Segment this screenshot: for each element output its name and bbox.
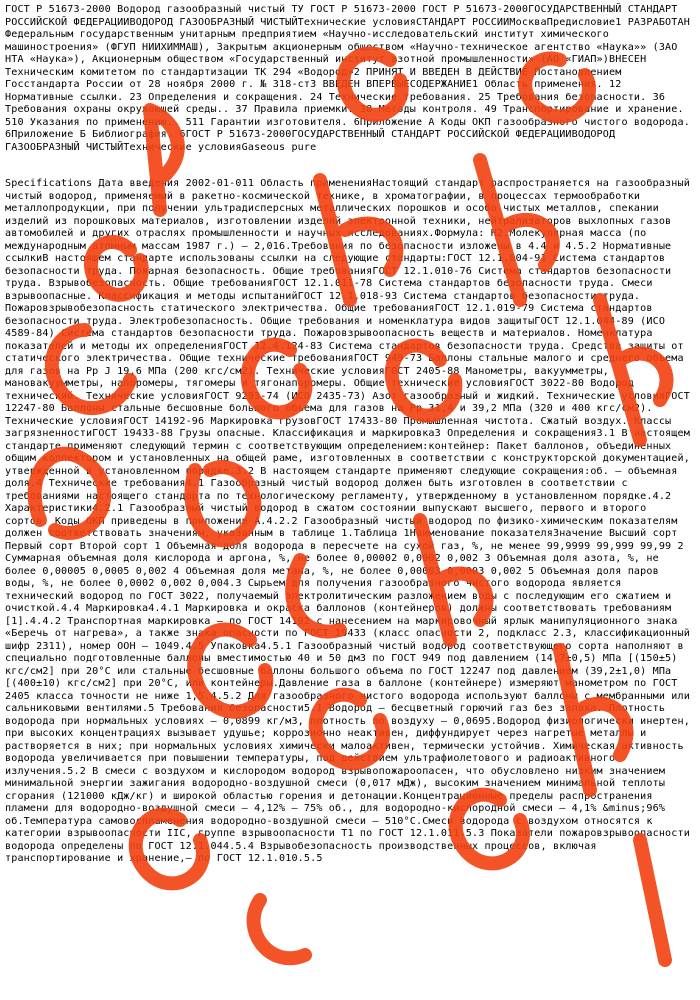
- paragraph-gap: [5, 154, 695, 178]
- document-body-text: Specifications Дата введения 2002-01-011 Область примененияНастоящий стандарт распространяется на газообразный чистый водород, применяемый в ракетно-космической технике, в хроматографии, в процессах термообработки металлопродукции, при получении ультрадисперсных металлических порошков и особо чистых металлов, спекании изделий из порошковых материалов, изготовлении изделий электронной техники, нейтрализаторов выхлопных газов автомобилей и других отраслях промышленности и научных исследованиях.Формула: Н2.Молекулярная масса (по международным атомным массам 1987 г.) – 2,016.Требования по безопасности изложены в 4.4 и 4.5.2 Нормативные ссылкиВ настоящем стандарте использованы ссылки на следующие стандарты:ГОСТ 12.1.004-91 Система стандартов безопасности труда. Пожарная безопасность. Общие требованияГОСТ 12.1.010-76 Система стандартов безопасности труда. Взрывобезопасность. Общие требованияГОСТ 12.1.011-78 Система стандартов безопасности труда. Смеси взрывоопасные. Классификация и методы испытанийГОСТ 12.1.018-93 Система стандартов безопасности труда. Пожаровзрывобезопасность статического электричества. Общие требованияГОСТ 12.1.019-79 Система стандартов безопасности труда. Электробезопасность. Общие требования и номенклатура видов защитыГОСТ 12.1.044-89 (ИСО 4589-84) Система стандартов безопасности труда. Пожаровзрывоопасность веществ и материалов. Номенклатура показателей и методы их определенияГОСТ 12.4.124-83 Система стандартов безопасности труда. Средства защиты от статического электричества. Общие технические требованияГОСТ 949-73 Баллоны стальные малого и среднего объема для газов на Рр Ј 19,6 МПа (200 кгс/см2). Технические условияГОСТ 2405-88 Манометры, вакуумметры, мановакуумметры, напоромеры, тягомеры и тягонапоромеры. Общие технические условияГОСТ 3022-80 Водород технический. Технические условияГОСТ 9293-74 (ИСО 2435-73) Азот газообразный и жидкий. Технические условияГОСТ 12247-80 Баллоны стальные бесшовные большого объема для газов на Рр 31,4 и 39,2 МПа (320 и 400 кгс/см2). Технические условияГОСТ 14192-96 Маркировка грузовГОСТ 17433-80 Промышленная чистота. Сжатый воздух. Классы загрязненностиГОСТ 19433-88 Грузы опасные. Классификация и маркировка3 Определения и сокращения3.1 В настоящем стандарте применяют следующий термин с соответствующим определением:контейнер: Пакет баллонов, объединенных общим коллектором и установленных на общей раме, изготовленных в соответствии с конструкторской документацией, утвержденной в установленном порядке.3.2 В настоящем стандарте применяют следующие сокращения:об. – объемная доля.4 Технические требования4.1 Газообразный чистый водород должен быть изготовлен в соответствии с требованиями настоящего стандарта по технологическому регламенту, утвержденному в установленном порядке.4.2 Характеристики4.2.1 Газообразный чистый водород в сжатом состоянии выпускают высшего, первого и второго сортов. Коды ОКП приведены в приложении А.4.2.2 Газообразный чистый водород по физико-химическим показателям должен соответствовать значениям, указанным в таблице 1.Таблица 1Наименование показателяЗначение Высший сорт Первый сорт Второй сорт 1 Объемная доля водорода в пересчете на сухой газ, %, не менее 99,9999 99,999 99,99 2 Суммарная объемная доля кислорода и аргона, %, не более 0,00002 0,0002 0,002 3 Объемная доля азота, %, не более 0,00005 0,0005 0,002 4 Объемная доля метана, %, не более 0,00003 0,0003 0,002 5 Объемная доля паров воды, %, не более 0,0002 0,002 0,004.3 Сырьем для получения газообразного чистого водорода является технический водород по ГОСТ 3022, получаемый электролитическим разложением воды с последующим его сжатием и очисткой.4.4 Маркировка4.4.1 Маркировка и окраска баллонов (контейнеров) должны соответствовать требованиям [1].4.4.2 Транспортная маркировка – по ГОСТ 14192 с нанесением на маркировочный ярлык манипуляционного знака «Беречь от нагрева», а также знака опасности по ГОСТ 19433 (класс опасности 2, подкласс 2.3, классификационный шифр 2311), номер ООН – 1049.4.5 Упаковка4.5.1 Газообразный чистый водород соответствующего сорта наполняют в специально подготовленные баллоны вместимостью 40 и 50 дм3 по ГОСТ 949 под давлением (14,7±0,5) МПа [(150±5) кгс/см2] при 20°С или стальные бесшовные баллоны большого объема по ГОСТ 12247 под давлением (39,2±1,0) МПа [(400±10) кгс/см2] при 20°С, или контейнеры.Давление газа в баллоне (контейнере) измеряют манометром по ГОСТ 2405 класса точности не ниже 1,5.4.5.2 Для газообразного чистого водорода используют баллоны с мембранными или сальниковыми вентилями.5 Требования безопасности5.1 Водород – бесцветный горючий газ без запаха. Плотность водорода при нормальных условиях – 0,0899 кг/м3, плотность по воздуху – 0,0695.Водород физиологически инертен, при высоких концентрациях вызывает удушье; коррозионно неактивен, диффундирует через нагретые металлы и растворяется в них; при нормальных условиях химически малоактивен, термически устойчив. Химическая активность водорода увеличивается при повышении температуры, под действием ультрафиолетового и радиоактивного излучения.5.2 В смеси с воздухом и кислородом водород взрывопожароопасен, что обусловлено низким значением минимальной энергии зажигания водородно-воздушной смеси (0,017 мДж), высоким значением минимальной теплоты сгорания (121000 кДж/кг) и широкой областью горения и детонации.Концентрационные пределы распространения пламени для водородно-воздушной смеси – 4,12% – 75% об., для водородно-кислородной смеси – 4,1% &minus;96% об.Температура самовоспламенения водородно-воздушной смеси – 510°С.Смеси водорода с воздухом относятся к категории взрывоопасности IIC, группе взрывоопасности Т1 по ГОСТ 12.1.011.5.3 Показатели пожаровзрывоопасности водорода определены по ГОСТ 12.1.044.5.4 Взрывобезопасность производственных процессов, включая транспортирование и хранение,– по ГОСТ 12.1.010.5.5: [5, 178, 690, 864]
- document-header-text: ГОСТ Р 51673-2000 Водород газообразный чистый ТУ ГОСТ Р 51673-2000 ГОСТ Р 51673-2000ГОСУДАРСТВЕННЫЙ СТАНДАРТ РОССИЙСКОЙ ФЕДЕРАЦИИВОДОРОД ГАЗООБРАЗНЫЙ ЧИСТЫЙТехнические условияСТАНДАРТ РОССИИМоскваПредисловие1 РАЗРАБОТАН Федеральным государственным унитарным предприятием «Научно-исследовательский институт химического машиностроения» (ФГУП НИИХИММАШ), Закрытым акционерным обществом «Научно-техническое агентство «Наука»» (ЗАО НТА «Наука»), Акционерным обществом «Государственный институт азотной промышленности» (АО «ГИАП»)ВНЕСЕН Техническим комитетом по стандартизации ТК 294 «Водород»2 ПРИНЯТ И ВВЕДЕН В ДЕЙСТВИЕ Постановлением Госстандарта России от 28 ноября 2000 г. № 318-ст3 ВВЕДЕН ВПЕРВЫЕСОДЕРЖАНИЕ1 Область применения. 12 Нормативные ссылки. 23 Определения и сокращения. 24 Технические требования. 25 Требования безопасности. 36 Требования охраны окружающей среды.. 37 Правила приемки. 38 Методы контроля. 49 Транспортирование и хранение. 510 Указания по применению.. 511 Гарантии изготовителя. 6Приложение А Коды ОКП газообразного чистого водорода. 6Приложение Б Библиография. 6ГОСТ Р 51673-2000ГОСУДАРСТВЕННЫЙ СТАНДАРТ РОССИЙСКОЙ ФЕДЕРАЦИИВОДОРОД ГАЗООБРАЗНЫЙ ЧИСТЫЙТехнические условияGaseous pure: [5, 4, 690, 153]
